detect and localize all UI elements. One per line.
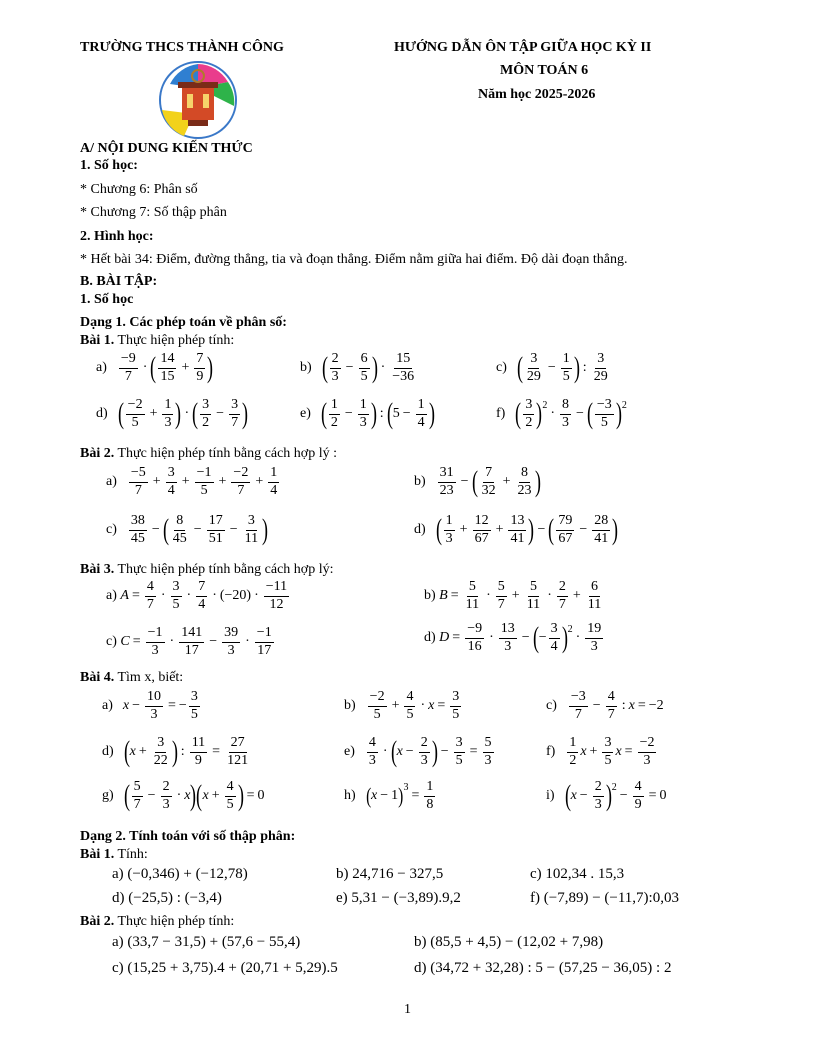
bai4-i: i) ( x − $\frac{2}{3}$ ) 2 − $\frac{4}{9}$ = 0 xyxy=(546,779,667,813)
d2-b2-d: d) (34,72 + 32,28) : 5 − (57,25 − 36,05) : 2 xyxy=(414,960,672,976)
doc-title: HƯỚNG DẪN ÔN TẬP GIỮA HỌC KỲ II xyxy=(394,40,652,55)
bai2-c: c) 38 45 − ( 8 45 − $\frac{17}{51}$ − $\frac{3}{11}$ ) xyxy=(106,513,269,547)
section-a-geometry: 2. Hình học: xyxy=(80,229,154,244)
bai2-b: b) 31 23 − ( 7 32 + $\frac{8}{23}$ ) xyxy=(414,465,542,499)
section-a-heading: A/ NỘI DUNG KIẾN THỨC xyxy=(80,141,253,156)
d2-b1-c: c) 102,34 . 15,3 xyxy=(530,866,625,882)
school-year: Năm học 2025-2026 xyxy=(478,87,596,102)
chapter-7: * Chương 7: Số thập phân xyxy=(80,205,227,220)
d2-b1-e: e) 5,31 − (−3,89).9,2 xyxy=(336,890,461,906)
section-a-arith: 1. Số học: xyxy=(80,158,138,173)
bai1-d: d) ( −2 5 + $\frac{1}{3}$ ) · ( 3 2 − $\frac{3}{7}$ ) xyxy=(96,397,249,431)
d2-bai-1-heading: Bài 1. Tính: xyxy=(80,847,148,862)
bai2-d: d) ( 1 3 + $\frac{12}{67}$ + $\frac{13}{41}$ ) − ( 79 67 − $\frac{28}{41}$ ) xyxy=(414,513,619,547)
d2-b2-b: b) (85,5 + 4,5) − (12,02 + 7,98) xyxy=(414,934,604,950)
d2-b1-b: b) 24,716 − 327,5 xyxy=(336,866,444,882)
bai1-b: b) ( 2 3 − $\frac{6}{5}$ ) · 15 −36 xyxy=(300,351,415,385)
bai-1-heading: Bài 1. Thực hiện phép tính: xyxy=(80,333,235,348)
d2-b2-a: a) (33,7 − 31,5) + (57,6 − 55,4) xyxy=(112,934,301,950)
bai1-f: f) ( 3 2 ) 2 · 8 3 − ( −3 5 ) 2 xyxy=(496,397,627,431)
bai1-e: e) ( 1 2 − $\frac{1}{3}$ ) : ( 5 − $\frac{1}{4}$ ) xyxy=(300,397,435,431)
bai-3-heading: Bài 3. Thực hiện phép tính bằng cách hợp lý: xyxy=(80,562,334,577)
d2-bai-2-heading: Bài 2. Thực hiện phép tính: xyxy=(80,914,235,929)
doc-subject: MÔN TOÁN 6 xyxy=(500,63,589,78)
d2-b1-f: f) (−7,89) − (−11,7):0,03 xyxy=(530,890,679,906)
bai4-e: e) 4 3 · ( x − $\frac{2}{3}$ ) − $\frac{3}{5}$ = $\frac{5}{3}$ xyxy=(344,735,492,769)
dang-2-heading: Dạng 2. Tính toán với số thập phân: xyxy=(80,829,296,844)
school-logo xyxy=(158,58,238,142)
d2-b1-d: d) (−25,5) : (−3,4) xyxy=(112,890,222,906)
bai-2-heading: Bài 2. Thực hiện phép tính bằng cách hợp lý : xyxy=(80,446,337,461)
bai4-g: g) ( 5 7 − $\frac{2}{3}$ · x ) ( x + $\frac{4}{5}$ ) = 0 xyxy=(102,779,265,813)
section-b-heading: B. BÀI TẬP: xyxy=(80,274,158,289)
bai4-a: a) x − $\frac{10}{3}$ = − $\frac{3}{5}$ xyxy=(102,689,198,722)
geometry-scope: * Hết bài 34: Điểm, đường thẳng, tia và đoạn thẳng. Điểm nằm giữa hai điểm. Độ dài đoạn thẳng. xyxy=(80,252,628,267)
bai3-c: c) C = $\frac{-1}{3}$ · 141 17 − $\frac{39}{3}$ · −1 17 xyxy=(106,625,272,658)
school-name: TRƯỜNG THCS THÀNH CÔNG xyxy=(80,40,284,55)
bai4-d: d) ( x + $\frac{3}{22}$ ) : $\frac{11}{9}$ = $\frac{27}{121}$ xyxy=(102,735,249,769)
bai2-a: a) −5 7 + $\frac{3}{4}$ + $\frac{-1}{5}$ + $\frac{-2}{7}$ + $\frac{1}{4}$ xyxy=(106,465,278,498)
bai4-c: c) −3 7 − $\frac{4}{7}$ : x = −2 xyxy=(546,689,664,722)
bai-4-heading: Bài 4. Tìm x, biết: xyxy=(80,670,184,685)
bai4-b: b) −2 5 + $\frac{4}{5}$ · x = $\frac{3}{5}$ xyxy=(344,689,460,722)
bai4-f: f) 1 2 x + $\frac{3}{5}$ x = $\frac{-2}{3}$ xyxy=(546,735,655,768)
bai3-b: b) B = $\frac{5}{11}$ · 5 7 + $\frac{5}{11}$ · 2 7 + $\frac{6}{11}$ xyxy=(424,579,602,612)
bai4-h: h) ( x − 1 ) 3 = $\frac{1}{8}$ xyxy=(344,779,434,812)
d2-b2-c: c) (15,25 + 3,75).4 + (20,71 + 5,29).5 xyxy=(112,960,338,976)
bai3-a: a) A = $\frac{4}{7}$ · 3 5 · 7 4 · (−20) · −11 12 xyxy=(106,579,288,612)
d2-b1-a: a) (−0,346) + (−12,78) xyxy=(112,866,248,882)
bai1-c: c) ( 3 29 − $\frac{1}{5}$ ) : 3 29 xyxy=(496,351,608,385)
bai3-d: d) D = $\frac{-9}{16}$ · 13 3 − ( − $\frac{3}{4}$ ) 2 · 19 3 xyxy=(424,621,602,655)
section-b-arith: 1. Số học xyxy=(80,292,134,307)
bai1-a: a) −9 7 · ( 14 15 + $\frac{7}{9}$ ) xyxy=(96,351,214,385)
chapter-6: * Chương 6: Phân số xyxy=(80,182,198,197)
dang-1-heading: Dạng 1. Các phép toán về phân số: xyxy=(80,315,287,330)
page-number: 1 xyxy=(404,1002,411,1017)
